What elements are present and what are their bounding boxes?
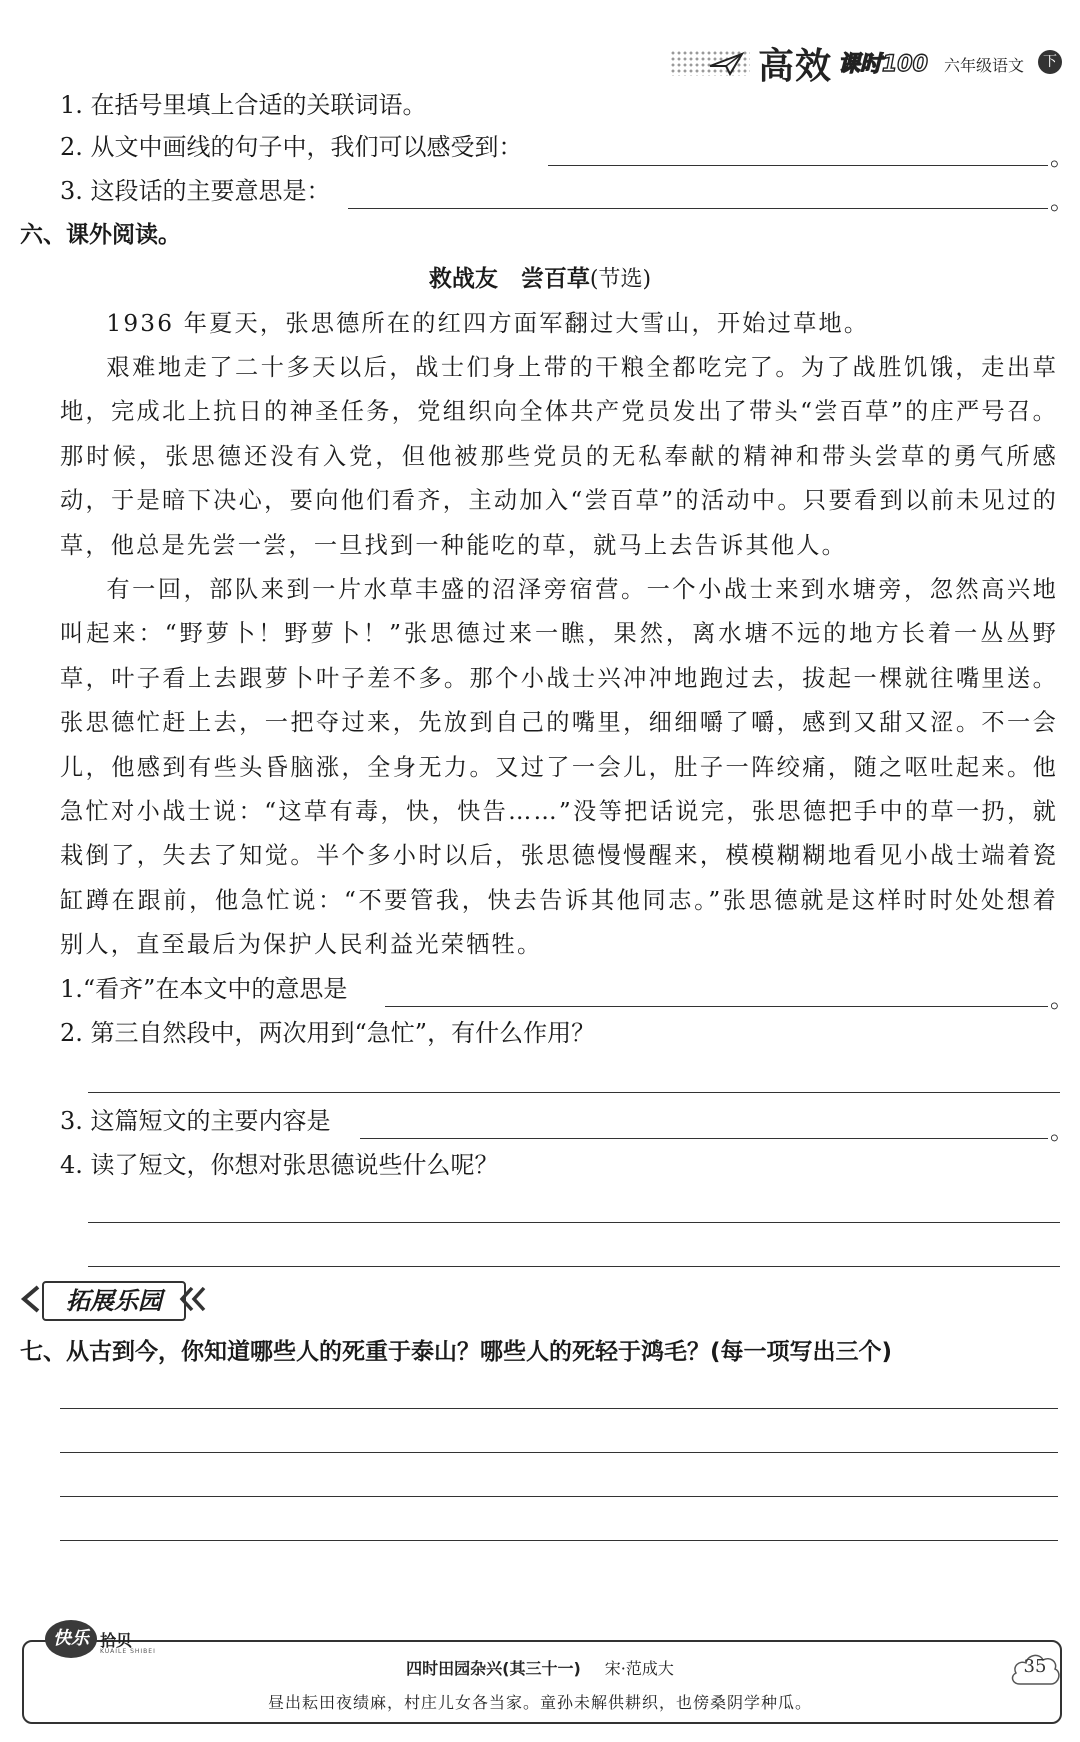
footer-logo-small: KUAILE SHIBEI	[100, 1648, 156, 1655]
question-7: 七、从古到今，你知道哪些人的死重于泰山？哪些人的死轻于鸿毛？(每一项写出三个)	[20, 1339, 893, 1365]
answer-line[interactable]	[360, 1138, 1048, 1139]
prev-question-3: 3. 这段话的主要意思是：	[60, 177, 331, 205]
question-4: 4. 读了短文，你想对张思德说些什么呢？	[60, 1151, 499, 1179]
article-title-note: (节选)	[589, 267, 652, 292]
answer-line[interactable]	[88, 1266, 1060, 1267]
header-series: 课时100	[838, 52, 928, 77]
answer-line[interactable]	[60, 1408, 1058, 1409]
answer-line[interactable]	[348, 208, 1048, 209]
prev-question-1: 1. 在括号里填上合适的关联词语。	[60, 91, 427, 119]
article-title-text: 救战友 尝百草	[428, 266, 590, 292]
question-2: 2. 第三自然段中，两次用到“急忙”，有什么作用？	[60, 1019, 596, 1047]
article-paragraph-1: 1936 年夏天，张思德所在的红四方面军翻过大雪山，开始过草地。	[106, 310, 870, 337]
answer-line[interactable]	[88, 1092, 1060, 1093]
poem-title	[0, 1656, 1080, 1679]
answer-line[interactable]	[385, 1006, 1048, 1007]
footer-logo-side: 拾贝	[100, 1631, 133, 1650]
answer-line[interactable]	[60, 1540, 1058, 1541]
header-volume-badge: 下	[1038, 50, 1062, 74]
poem-author: 宋·范成大	[604, 1659, 674, 1678]
answer-line[interactable]	[60, 1496, 1058, 1497]
period: 。	[1050, 985, 1074, 1013]
article-paragraph-3: 有一回，部队来到一片水草丰盛的沼泽旁宿营。一个小战士来到水塘旁，忽然高兴地叫起来：“野萝卜！野萝卜！”张思德过来一瞧，果然，离水塘不远的地方长着一丛丛野草，叶子看上去跟萝卜叶子差不多。那个小战士兴冲冲地跑过去，拔起一棵就往嘴里送。张思德忙赶上去，一把夺过来，先放到自己的嘴里，细细嚼了嚼，感到又甜又涩。不一会儿，他感到有些头昏脑涨，全身无力。又过了一会儿，肚子一阵绞痛，随之呕吐起来。他急忙对小战士说：“这草有毒，快，快告……”没等把话说完，张思德把手中的草一扔，就栽倒了，失去了知觉。半个多小时以后，张思德慢慢醒来，模模糊糊地看见小战士端着瓷缸蹲在跟前，他急忙说：“不要管我，快去告诉其他同志。”张思德就是这样时时处处想着别人，直至最后为保护人民利益光荣牺牲。	[60, 576, 1058, 959]
poem-text: 昼出耘田夜绩麻，村庄儿女各当家。童孙未解供耕织，也傍桑阴学种瓜。	[267, 1693, 812, 1712]
header-grade: 六年级语文	[944, 56, 1025, 75]
page-number: 35	[1023, 1656, 1047, 1677]
answer-line[interactable]	[60, 1452, 1058, 1453]
header-brand: 高效	[758, 46, 833, 87]
question-3: 3. 这篇短文的主要内容是	[60, 1107, 331, 1135]
answer-line[interactable]	[88, 1222, 1060, 1223]
footer-logo: 快乐	[45, 1620, 97, 1658]
poem-title-text: 四时田园杂兴(其三十一)	[406, 1659, 581, 1678]
paper-plane-icon	[708, 48, 744, 78]
expansion-banner: 拓展乐园	[42, 1281, 186, 1321]
question-1: 1.“看齐”在本文中的意思是	[60, 975, 348, 1003]
period: 。	[1050, 143, 1074, 171]
answer-line[interactable]	[548, 165, 1048, 166]
section-heading: 六、课外阅读。	[20, 222, 181, 248]
article-paragraph-2: 艰难地走了二十多天以后，战士们身上带的干粮全都吃完了。为了战胜饥饿，走出草地，完成北上抗日的神圣任务，党组织向全体共产党员发出了带头“尝百草”的庄严号召。那时候，张思德还没有入党，但他被那些党员的无私奉献的精神和带头尝草的勇气所感动，于是暗下决心，要向他们看齐，主动加入“尝百草”的活动中。只要看到以前未见过的草，他总是先尝一尝，一旦找到一种能吃的草，就马上去告诉其他人。	[60, 354, 1058, 559]
period: 。	[1050, 1117, 1074, 1145]
prev-question-2: 2. 从文中画线的句子中，我们可以感受到：	[60, 133, 523, 161]
double-chevron-left-icon	[178, 1284, 208, 1314]
period: 。	[1050, 187, 1074, 215]
article-title	[0, 262, 1080, 297]
chevron-left-icon	[18, 1284, 42, 1314]
